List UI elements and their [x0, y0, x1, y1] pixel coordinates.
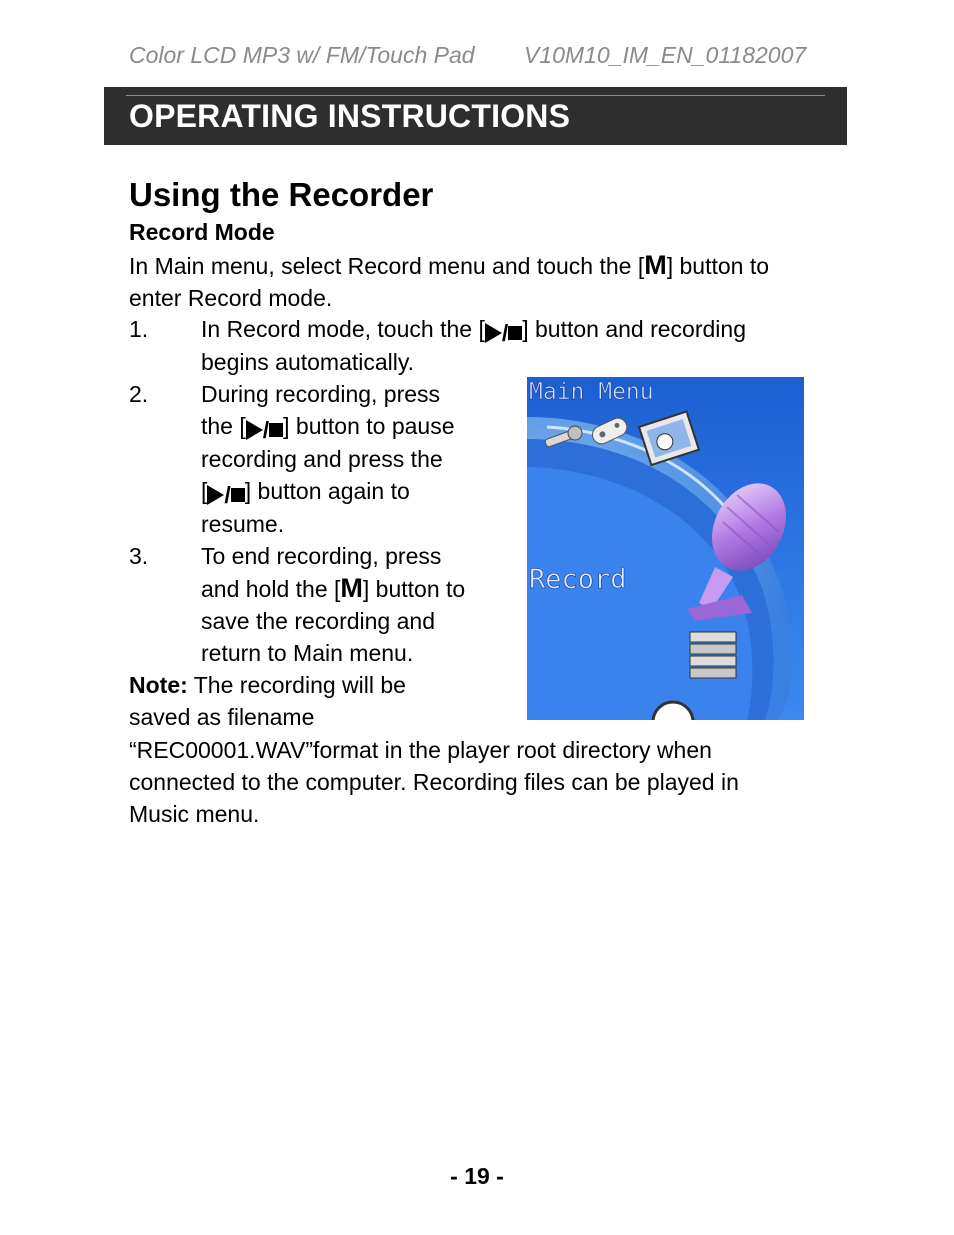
- step-3-line-2: [201, 572, 465, 605]
- step-2-text-c: [: [201, 478, 208, 504]
- step-3-text-b: ] button to: [362, 576, 466, 602]
- section-bar: [104, 87, 847, 145]
- step-2-text-d: ] button again to: [244, 478, 410, 504]
- section-title: OPERATING INSTRUCTIONS: [129, 98, 571, 134]
- step-2-text-a: the [: [201, 413, 246, 439]
- note-label: Note:: [129, 672, 188, 698]
- note-line-4: connected to the computer. Recording files can be played in: [129, 769, 739, 795]
- play-stop-icon: /: [485, 315, 522, 349]
- subheading: Record Mode: [129, 219, 275, 245]
- step-2-line-1: During recording, press: [201, 381, 441, 407]
- intro-line-2: enter Record mode.: [129, 285, 333, 311]
- screen-title: Main Menu: [529, 379, 654, 405]
- page-heading: Using the Recorder: [129, 176, 434, 213]
- doc-title: Color LCD MP3 w/ FM/Touch Pad: [129, 42, 475, 68]
- step-3-line-3: save the recording and: [201, 608, 435, 634]
- step-2-line-3: recording and press the: [201, 446, 443, 472]
- note-line-5: Music menu.: [129, 801, 260, 827]
- step-2-line-2: [201, 410, 455, 446]
- step-1-number: 1.: [129, 316, 149, 342]
- step-3-line-1: To end recording, press: [201, 543, 442, 569]
- note-line-3: “REC00001.WAV”format in the player root directory when: [129, 737, 712, 763]
- step-1-line-2: begins automatically.: [201, 349, 415, 375]
- play-stop-icon: /: [207, 477, 244, 511]
- step-3-text-a: and hold the [: [201, 576, 341, 602]
- note-text-1: The recording will be: [187, 672, 406, 698]
- intro-line-1: [129, 249, 769, 282]
- section-bar-rule: [126, 95, 825, 96]
- device-main-menu-screenshot: [527, 377, 804, 720]
- note-line-1: [129, 669, 406, 701]
- doc-code: V10M10_IM_EN_01182007: [524, 42, 807, 68]
- m-key-icon: M: [644, 250, 667, 280]
- step-2-number: 2.: [129, 381, 149, 407]
- play-stop-icon: /: [246, 412, 283, 446]
- step-2-text-b: ] button to pause: [283, 413, 455, 439]
- screen-selected-item: Record: [529, 564, 627, 595]
- m-key-icon: M: [340, 573, 363, 603]
- step-1-line-1: [201, 313, 746, 349]
- page-number: - 19 -: [450, 1163, 504, 1189]
- step-3-number: 3.: [129, 543, 149, 569]
- step-1-text-b: ] button and recording: [522, 316, 746, 342]
- intro-text-a: In Main menu, select Record menu and touch the [: [129, 253, 645, 279]
- step-3-line-4: return to Main menu.: [201, 640, 414, 666]
- step-2-line-5: resume.: [201, 511, 285, 537]
- note-line-2: saved as filename: [129, 704, 315, 730]
- step-1-text-a: In Record mode, touch the [: [201, 316, 485, 342]
- intro-text-b: ] button to: [666, 253, 770, 279]
- step-2-line-4: [201, 475, 410, 511]
